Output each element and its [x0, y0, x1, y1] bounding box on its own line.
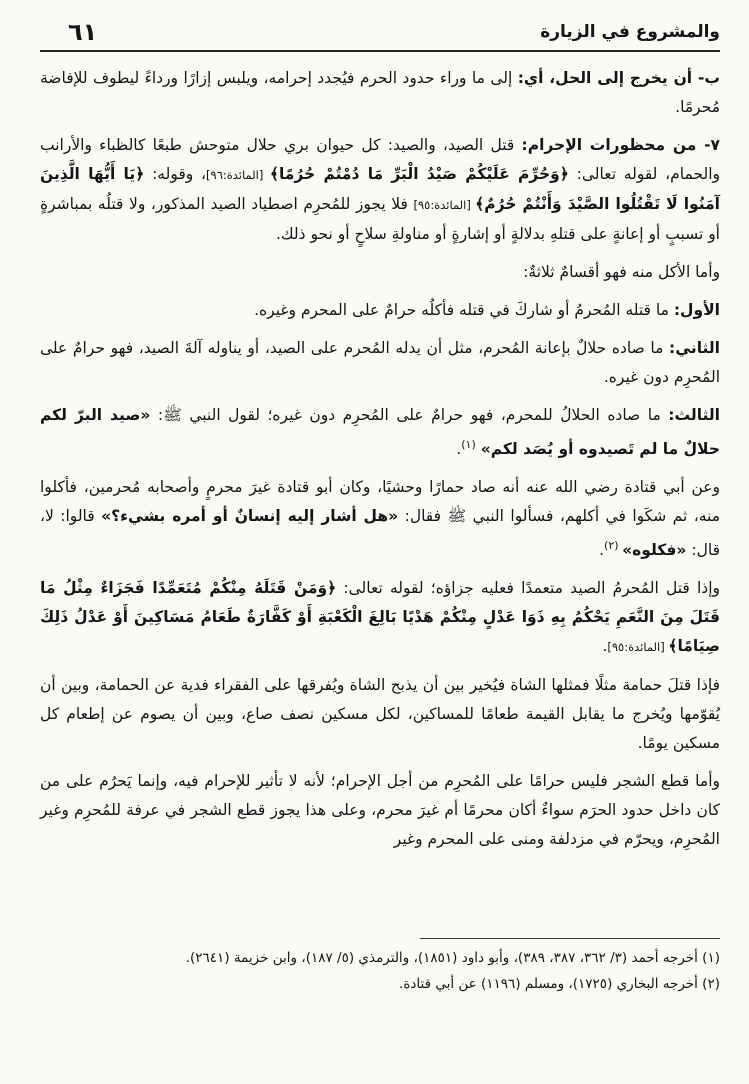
footnote-ref-2: (٢) — [604, 539, 623, 553]
paragraph-1-text: إلى ما وراء حدود الحرم فيُجدد إحرامه، ويلبس إزارًا ورداءً ليطوف للإفاضة مُحرمًا. — [40, 69, 720, 116]
footnote-1: (١) أخرجه أحمد (٣/ ٣٦٢، ٣٨٧، ٣٨٩)، وأبو داود (١٨٥١)، والترمذي (٥/ ١٨٧)، وابن خزيمة (٢٦٤١). — [185, 950, 720, 966]
paragraph-5 — [40, 334, 720, 392]
quran-verse-2: ﴿يَا أَيُّهَا الَّذِينَ آمَنُوا لَا تَقْتُلُوا الصَّيْدَ وَأَنْتُمْ حُرُمٌ﴾ — [40, 165, 720, 213]
paragraph-6-end: . — [456, 440, 462, 459]
paragraph-7-text-2: قالوا: لا، قال: — [40, 507, 720, 560]
paragraph-4 — [40, 296, 720, 325]
paragraph-7-text-1: وعن أبي قتادة رضي الله عنه أنه صاد حمارًا وحشيًا، وكان أبو قتادة غيرَ محرمٍ وأصحابه مُحرمين، فأكلوا منه، ثم شكَوا في أكلهم، فسألوا النبي ﷺ فقال: — [40, 478, 720, 526]
paragraph-6-text: ما صاده الحلالُ للمحرم، فهو حرامٌ على المُحرِم دون غيره؛ لقول النبي ﷺ: — [150, 406, 669, 424]
paragraph-10: وأما قطع الشجر فليس حرامًا على المُحرِم من أجل الإحرام؛ لأنه لا تأثير للإحرام فيه، وإنما يَحرُم على من كان داخل حدود الحرَم سواءٌ أكان محرمًا أم غيرَ محرم، وعلى هذا يجوز قطع الشجر في عرفة للمُحرِم وغير المُحرِم، ويحرّم في مزدلفة ومنى على المحرم وغير — [40, 772, 720, 849]
paragraph-2-text-2: ، وقوله: — [144, 165, 207, 183]
paragraph-2-text-3: فلا يجوز للمُحرِم اصطياد الصيد المذكور، ولا قتلُه بمباشرةٍ أو تسببٍ أو إعانةٍ على قتلهِ بدلالةٍ أو إشارةٍ أو مناولةِ سلاحٍ أو نحو ذلك. — [40, 195, 720, 243]
hadith-quote-1: «صيد البرّ لكم حلالٌ ما لم تَصيدوه أو يُصَد لكم» — [40, 406, 720, 459]
page-header — [40, 20, 720, 50]
paragraph-2 — [40, 131, 720, 249]
paragraph-7-end: . — [599, 541, 605, 560]
footnotes — [40, 938, 720, 997]
paragraph-4-text: ما قتله المُحرمُ أو شاركَ في قتله فأكلُه حرامٌ على المحرم وغيره. — [254, 301, 674, 319]
header-rule — [40, 50, 720, 52]
paragraph-8-end: . — [602, 637, 608, 656]
paragraph-3: وأما الأكل منه فهو أقسامٌ ثلاثةٌ: — [523, 263, 720, 281]
hadith-quote-2: «هل أشار إليه إنسانٌ أو أمره بشيء؟» — [101, 507, 399, 526]
paragraph-9: فإذا قتلَ حمامة مثلًا فمثلها الشاة فيُخير بين أن يذبح الشاة ويُفرقها على الفقراء فدية عن الحمامة، وبين أن يُقوّمها ويُخرج ما يقابل القيمة طعامًا للمساكين، لكل مسكين نصف صاع، وبين أن يصوم عن إطعام كل مسكين يومًا. — [40, 676, 720, 753]
paragraph-6 — [40, 401, 720, 464]
hadith-quote-3: «فكلوه» — [622, 541, 687, 560]
running-title: والمشروع في الزيارة — [540, 22, 720, 42]
verse-ref-3: [المائدة:٩٥] — [607, 640, 669, 655]
paragraph-2-text-1: قتل الصيد، والصيد: كل حيوان بري حلال متوحش طبعًا كالظباء والأرانب والحمام، لقوله تعالى: — [40, 136, 720, 183]
main-text — [40, 64, 720, 854]
paragraph-1-lead: ب- أن يخرج إلى الحل، أي: — [517, 69, 720, 87]
footnote-ref-1: (١) — [461, 438, 476, 451]
book-page — [40, 20, 720, 1070]
paragraph-5-text: ما صاده حلالٌ بإعانة المُحرم، مثل أن يدله المُحرم على الصيد، أو يناوله آلةَ الصيد، فهو حرامٌ على المُحرِم دون غيره. — [40, 339, 720, 386]
paragraph-5-lead: الثاني: — [669, 339, 720, 357]
quran-verse-1: ﴿وَحُرِّمَ عَلَيْكُمْ صَيْدُ الْبَرِّ مَا دُمْتُمْ حُرُمًا﴾ — [269, 165, 569, 183]
paragraph-1 — [40, 64, 720, 122]
verse-ref-2: [المائدة:٩٥] — [413, 198, 476, 212]
paragraph-7 — [40, 473, 720, 565]
paragraph-8 — [40, 574, 720, 662]
footnote-rule — [420, 938, 720, 939]
paragraph-4-lead: الأول: — [673, 301, 720, 319]
quran-verse-3: ﴿وَمَنْ قَتَلَهُ مِنْكُمْ مُتَعَمِّدًا فَجَزَاءٌ مِثْلُ مَا قَتَلَ مِنَ النَّعَمِ يَحْكُمُ بِهِ ذَوَا عَدْلٍ مِنْكُمْ هَدْيًا بَالِغَ الْكَعْبَةِ أَوْ كَفَّارَةٌ طَعَامُ مَسَاكِينَ أَوْ عَدْلُ ذَلِكَ صِيَامًا﴾ — [40, 579, 720, 656]
paragraph-8-text-1: وإذا قتل المُحرمُ الصيد متعمدًا فعليه جزاؤه؛ لقوله تعالى: — [336, 579, 720, 598]
page-number: ٦١ — [68, 18, 98, 46]
footnote-2: (٢) أخرجه البخاري (١٧٢٥)، ومسلم (١١٩٦) عن أبي قتادة. — [399, 976, 720, 992]
paragraph-6-lead: الثالث: — [668, 406, 720, 424]
verse-ref-1: [المائدة:٩٦] — [206, 168, 270, 182]
paragraph-2-lead: ٧- من محظورات الإحرام: — [521, 136, 720, 154]
